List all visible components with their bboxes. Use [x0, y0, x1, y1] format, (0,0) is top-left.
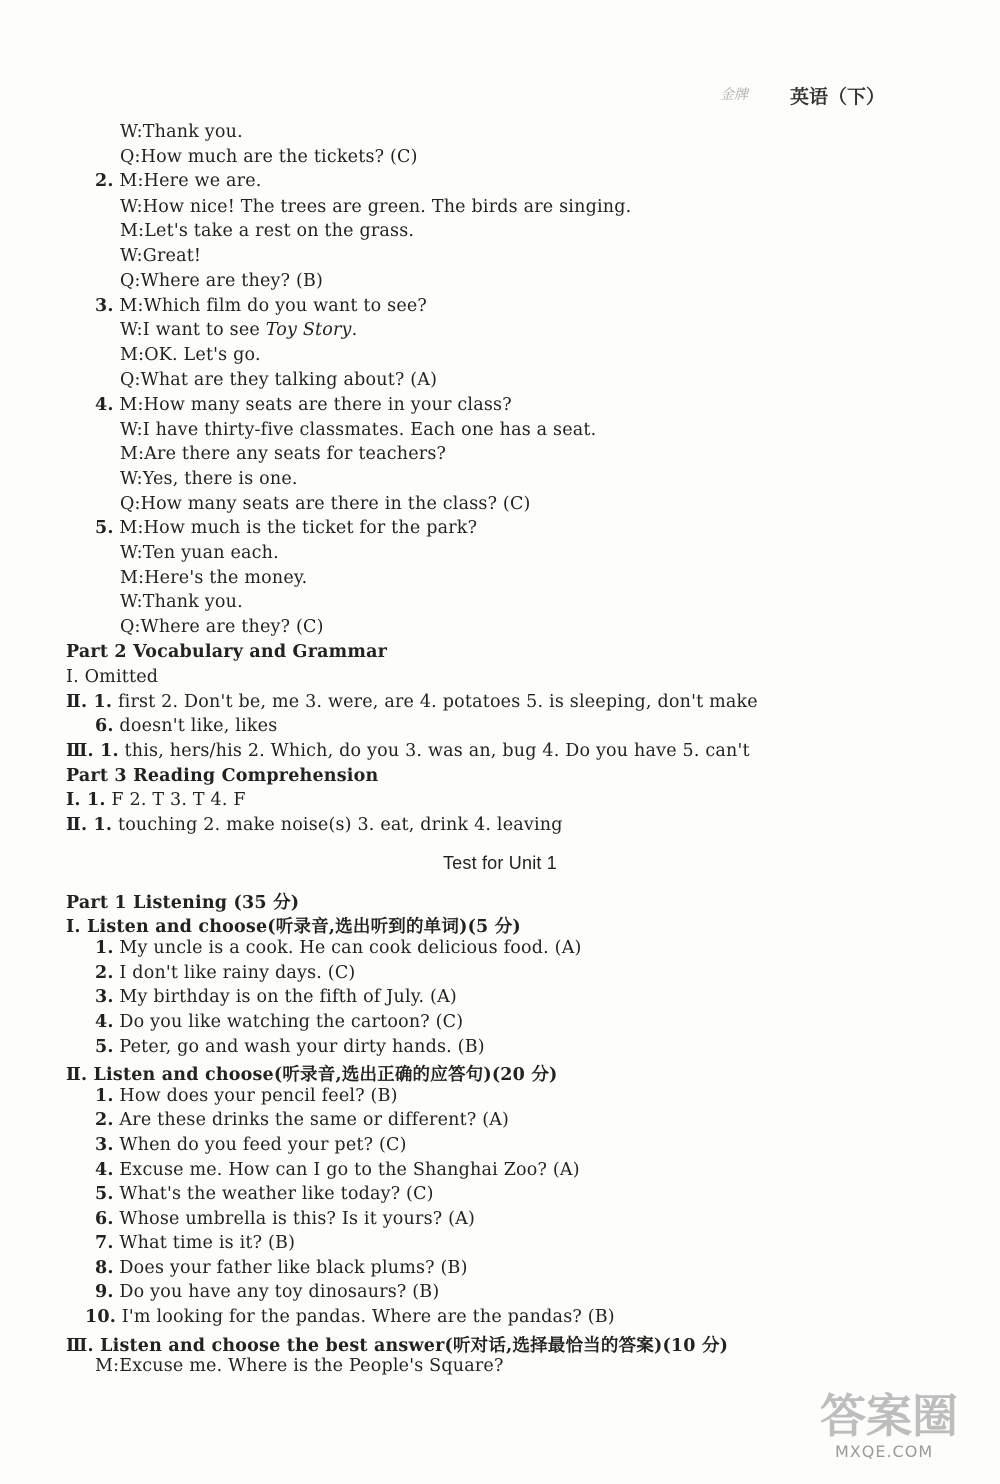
text-line [95, 938, 582, 958]
text-line [95, 395, 512, 415]
line-text: Are these drinks the same or different? (A) [113, 1110, 510, 1130]
text-line [95, 1160, 580, 1180]
text-line [120, 543, 279, 563]
text-line [120, 221, 414, 241]
line-text: Ⅰ. Omitted [66, 667, 159, 687]
line-text: W:Thank you. [120, 592, 243, 612]
item-number: 5. [95, 518, 114, 538]
line-text: My birthday is on the fifth of July. (A) [113, 987, 457, 1007]
line-text: M:How much is the ticket for the park? [113, 518, 478, 538]
item-number: 9. [95, 1282, 114, 1302]
text-line [120, 122, 243, 142]
text-line [120, 370, 437, 390]
item-number: 2. [95, 963, 114, 983]
line-text: M:Excuse me. Where is the People's Square? [95, 1356, 504, 1376]
text-line [66, 1332, 728, 1357]
text-line [66, 913, 521, 938]
text-line [66, 741, 750, 761]
line-text: W:Ten yuan each. [120, 543, 279, 563]
line-text: M:Here's the money. [120, 568, 308, 588]
item-number: 5. [95, 1037, 114, 1057]
item-number: 6. [95, 716, 114, 736]
item-number: 3. [95, 1135, 114, 1155]
line-text: W:I have thirty-five classmates. Each one has a seat. [120, 420, 597, 440]
line-text: My uncle is a cook. He can cook delicious food. (A) [113, 938, 582, 958]
line-text: W:Thank you. [120, 122, 243, 142]
line-text: doesn't like, likes [113, 716, 278, 736]
line-text: Do you have any toy dinosaurs? (B) [113, 1282, 440, 1302]
text-line [95, 296, 427, 316]
text-line [95, 963, 355, 983]
line-text: What's the weather like today? (C) [113, 1184, 434, 1204]
line-text: How does your pencil feel? (B) [113, 1086, 398, 1106]
text-line [95, 1135, 407, 1155]
text-line [95, 171, 262, 191]
line-text: Part 3 Reading Comprehension [66, 766, 379, 786]
text-line [120, 345, 261, 365]
line-text: Part 1 Listening (35 分) [66, 893, 300, 913]
text-line [120, 246, 201, 266]
line-text: Q:Where are they? (B) [120, 271, 324, 291]
item-number: 4. [95, 1160, 114, 1180]
text-line [95, 716, 277, 736]
text-line [120, 469, 298, 489]
text-line [66, 815, 563, 835]
watermark-url: MXQE.COM [835, 1442, 934, 1461]
series-logo: 金牌 [720, 87, 748, 103]
text-line [95, 1258, 468, 1278]
watermark-logo: 答案圈 [820, 1389, 958, 1443]
item-number: 1. [95, 938, 114, 958]
line-text: M:OK. Let's go. [120, 345, 261, 365]
text-line [95, 1184, 434, 1204]
line-text: M:How many seats are there in your class? [113, 395, 512, 415]
text-line [95, 1233, 295, 1253]
item-number: 2. [95, 171, 114, 191]
text-line [95, 1282, 439, 1302]
text-line [95, 1110, 509, 1130]
line-text: first 2. Don't be, me 3. were, are 4. potatoes 5. is sleeping, don't make [112, 692, 758, 712]
line-text: touching 2. make noise(s) 3. eat, drink 4. leaving [112, 815, 563, 835]
item-number: Ⅰ. 1. [66, 790, 106, 810]
line-text: M:Are there any seats for teachers? [120, 444, 447, 464]
line-text: W:I want to see [120, 320, 266, 340]
text-line [95, 518, 477, 538]
text-line [120, 197, 631, 217]
line-text: Q:How much are the tickets? (C) [120, 147, 418, 167]
line-text: W:How nice! The trees are green. The birds are singing. [120, 197, 632, 217]
text-line [85, 1307, 615, 1327]
text-line [95, 1037, 485, 1057]
text-line [66, 692, 758, 712]
item-number: 3. [95, 296, 114, 316]
line-text: Ⅲ. Listen and choose the best answer(听对话,选择最恰当的答案)(10 分) [66, 1336, 729, 1356]
text-line [120, 494, 531, 514]
line-text: Ⅱ. Listen and choose(听录音,选出正确的应答句)(20 分) [66, 1065, 558, 1085]
line-text: Q:How many seats are there in the class? (C) [120, 494, 531, 514]
line-text: Whose umbrella is this? Is it yours? (A) [113, 1209, 475, 1229]
line-text: I'm looking for the pandas. Where are the pandas? (B) [116, 1307, 615, 1327]
line-text: Q:Where are they? (C) [120, 617, 324, 637]
title-italic: Toy Story [265, 320, 352, 340]
line-text: M:Here we are. [113, 171, 262, 191]
text-line [66, 1061, 558, 1086]
item-number: Ⅱ. 1. [66, 815, 113, 835]
item-number: 3. [95, 987, 114, 1007]
text-line [66, 766, 378, 786]
line-text: M:Let's take a rest on the grass. [120, 221, 415, 241]
line-text: Part 2 Vocabulary and Grammar [66, 642, 388, 662]
line-text: Does your father like black plums? (B) [113, 1258, 468, 1278]
text-line [95, 987, 457, 1007]
item-number: 7. [95, 1233, 114, 1253]
line-text: M:Which film do you want to see? [113, 296, 428, 316]
text-line [66, 667, 158, 687]
text-line [66, 790, 246, 810]
item-number: 10. [85, 1307, 117, 1327]
line-text-end: . [351, 320, 358, 340]
item-number: 2. [95, 1110, 114, 1130]
line-text: What time is it? (B) [113, 1233, 296, 1253]
line-text: Excuse me. How can I go to the Shanghai Zoo? (A) [113, 1160, 580, 1180]
text-line [120, 592, 243, 612]
item-number: 4. [95, 395, 114, 415]
item-number: 6. [95, 1209, 114, 1229]
line-text: W:Great! [120, 246, 202, 266]
text-line [120, 420, 596, 440]
page-header [720, 80, 920, 110]
text-line [0, 853, 1000, 874]
item-number: 1. [95, 1086, 114, 1106]
item-number: Ⅲ. 1. [66, 741, 119, 761]
text-line [95, 1356, 504, 1376]
item-number: 8. [95, 1258, 114, 1278]
line-text: Ⅰ. Listen and choose(听录音,选出听到的单词)(5 分) [66, 917, 521, 937]
line-text: Peter, go and wash your dirty hands. (B) [113, 1037, 485, 1057]
item-number: 5. [95, 1184, 114, 1204]
text-line [95, 1012, 463, 1032]
subject-title: 英语（下） [790, 86, 886, 108]
watermark [780, 1380, 980, 1470]
text-line [120, 147, 418, 167]
line-text: I don't like rainy days. (C) [113, 963, 356, 983]
text-line [66, 889, 299, 914]
line-text: this, hers/his 2. Which, do you 3. was an, bug 4. Do you have 5. can't [118, 741, 750, 761]
text-line [95, 1209, 475, 1229]
text-line [120, 568, 307, 588]
line-text: When do you feed your pet? (C) [113, 1135, 407, 1155]
text-line [120, 444, 446, 464]
line-text: F 2. T 3. T 4. F [105, 790, 246, 810]
line-text: W:Yes, there is one. [120, 469, 298, 489]
line-text: Q:What are they talking about? (A) [120, 370, 438, 390]
text-line [66, 642, 387, 662]
text-line [120, 320, 357, 340]
item-number: Ⅱ. 1. [66, 692, 113, 712]
text-line [120, 617, 324, 637]
text-line [95, 1086, 398, 1106]
text-line [120, 271, 323, 291]
line-text: Do you like watching the cartoon? (C) [113, 1012, 464, 1032]
line-text: Test for Unit 1 [442, 853, 558, 873]
item-number: 4. [95, 1012, 114, 1032]
